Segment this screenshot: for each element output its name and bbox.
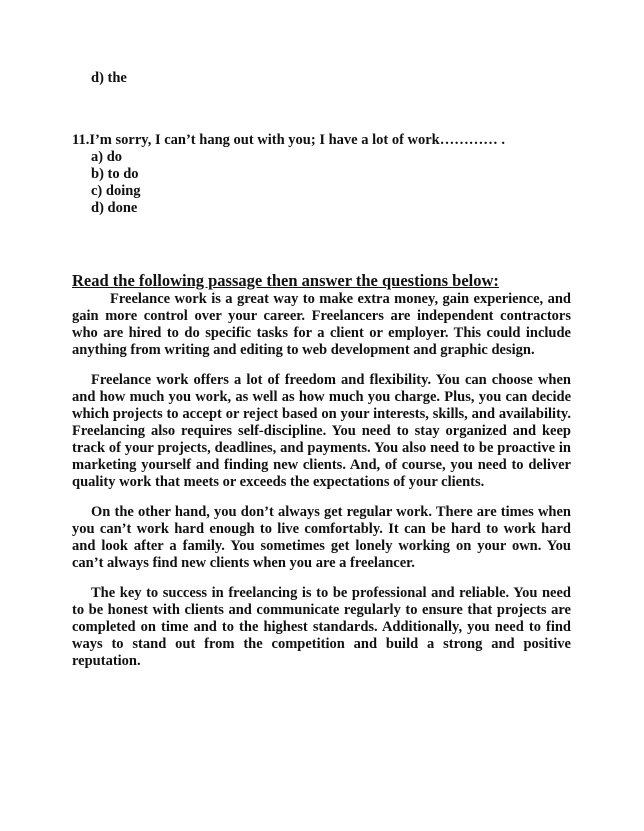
paragraph-2: Freelance work offers a lot of freedom and flexibility. You can choose when and how much you work, as well as how much you charge. Plus, you can decide which projects to accept or reject based on your interests, skills, and availability. Freelancing also requires self-discipline. You need to stay organized and keep track of your projects, deadlines, and payments. You also need to be proactive in marketing yourself and finding new clients. And, of course, you need to deliver quality work that meets or exceeds the expectations of your clients.	[72, 372, 571, 490]
question-stem: 11.I’m sorry, I can’t hang out with you; I have a lot of work………… .	[72, 132, 505, 148]
paragraph-4: The key to success in freelancing is to be professional and reliable. You need to be honest with clients and communicate regularly to ensure that projects are completed on time and to the highest standards. Additionally, you need to find ways to stand out from the competition and build a strong and positive reputation.	[72, 585, 571, 669]
option-d: d) done	[91, 200, 138, 216]
option-b: b) to do	[91, 166, 139, 182]
previous-question-option-d: d) the	[91, 70, 127, 86]
paragraph-3: On the other hand, you don’t always get regular work. There are times when you can’t work hard enough to live comfortably. It can be hard to work hard and look after a family. You sometimes get lonely working on your own. You can’t always find new clients when you are a freelancer.	[72, 504, 571, 571]
option-c: c) doing	[91, 183, 141, 199]
passage-heading: Read the following passage then answer the questions below:	[72, 271, 499, 290]
question-11	[72, 132, 592, 217]
option-a: a) do	[91, 149, 123, 165]
paragraph-1: Freelance work is a great way to make extra money, gain experience, and gain more control over your career. Freelancers are independent contractors who are hired to do specific tasks for a client or employer. This could include anything from writing and editing to web development and graphic design.	[72, 291, 571, 358]
answer-options	[91, 149, 592, 217]
reading-passage	[72, 271, 571, 670]
